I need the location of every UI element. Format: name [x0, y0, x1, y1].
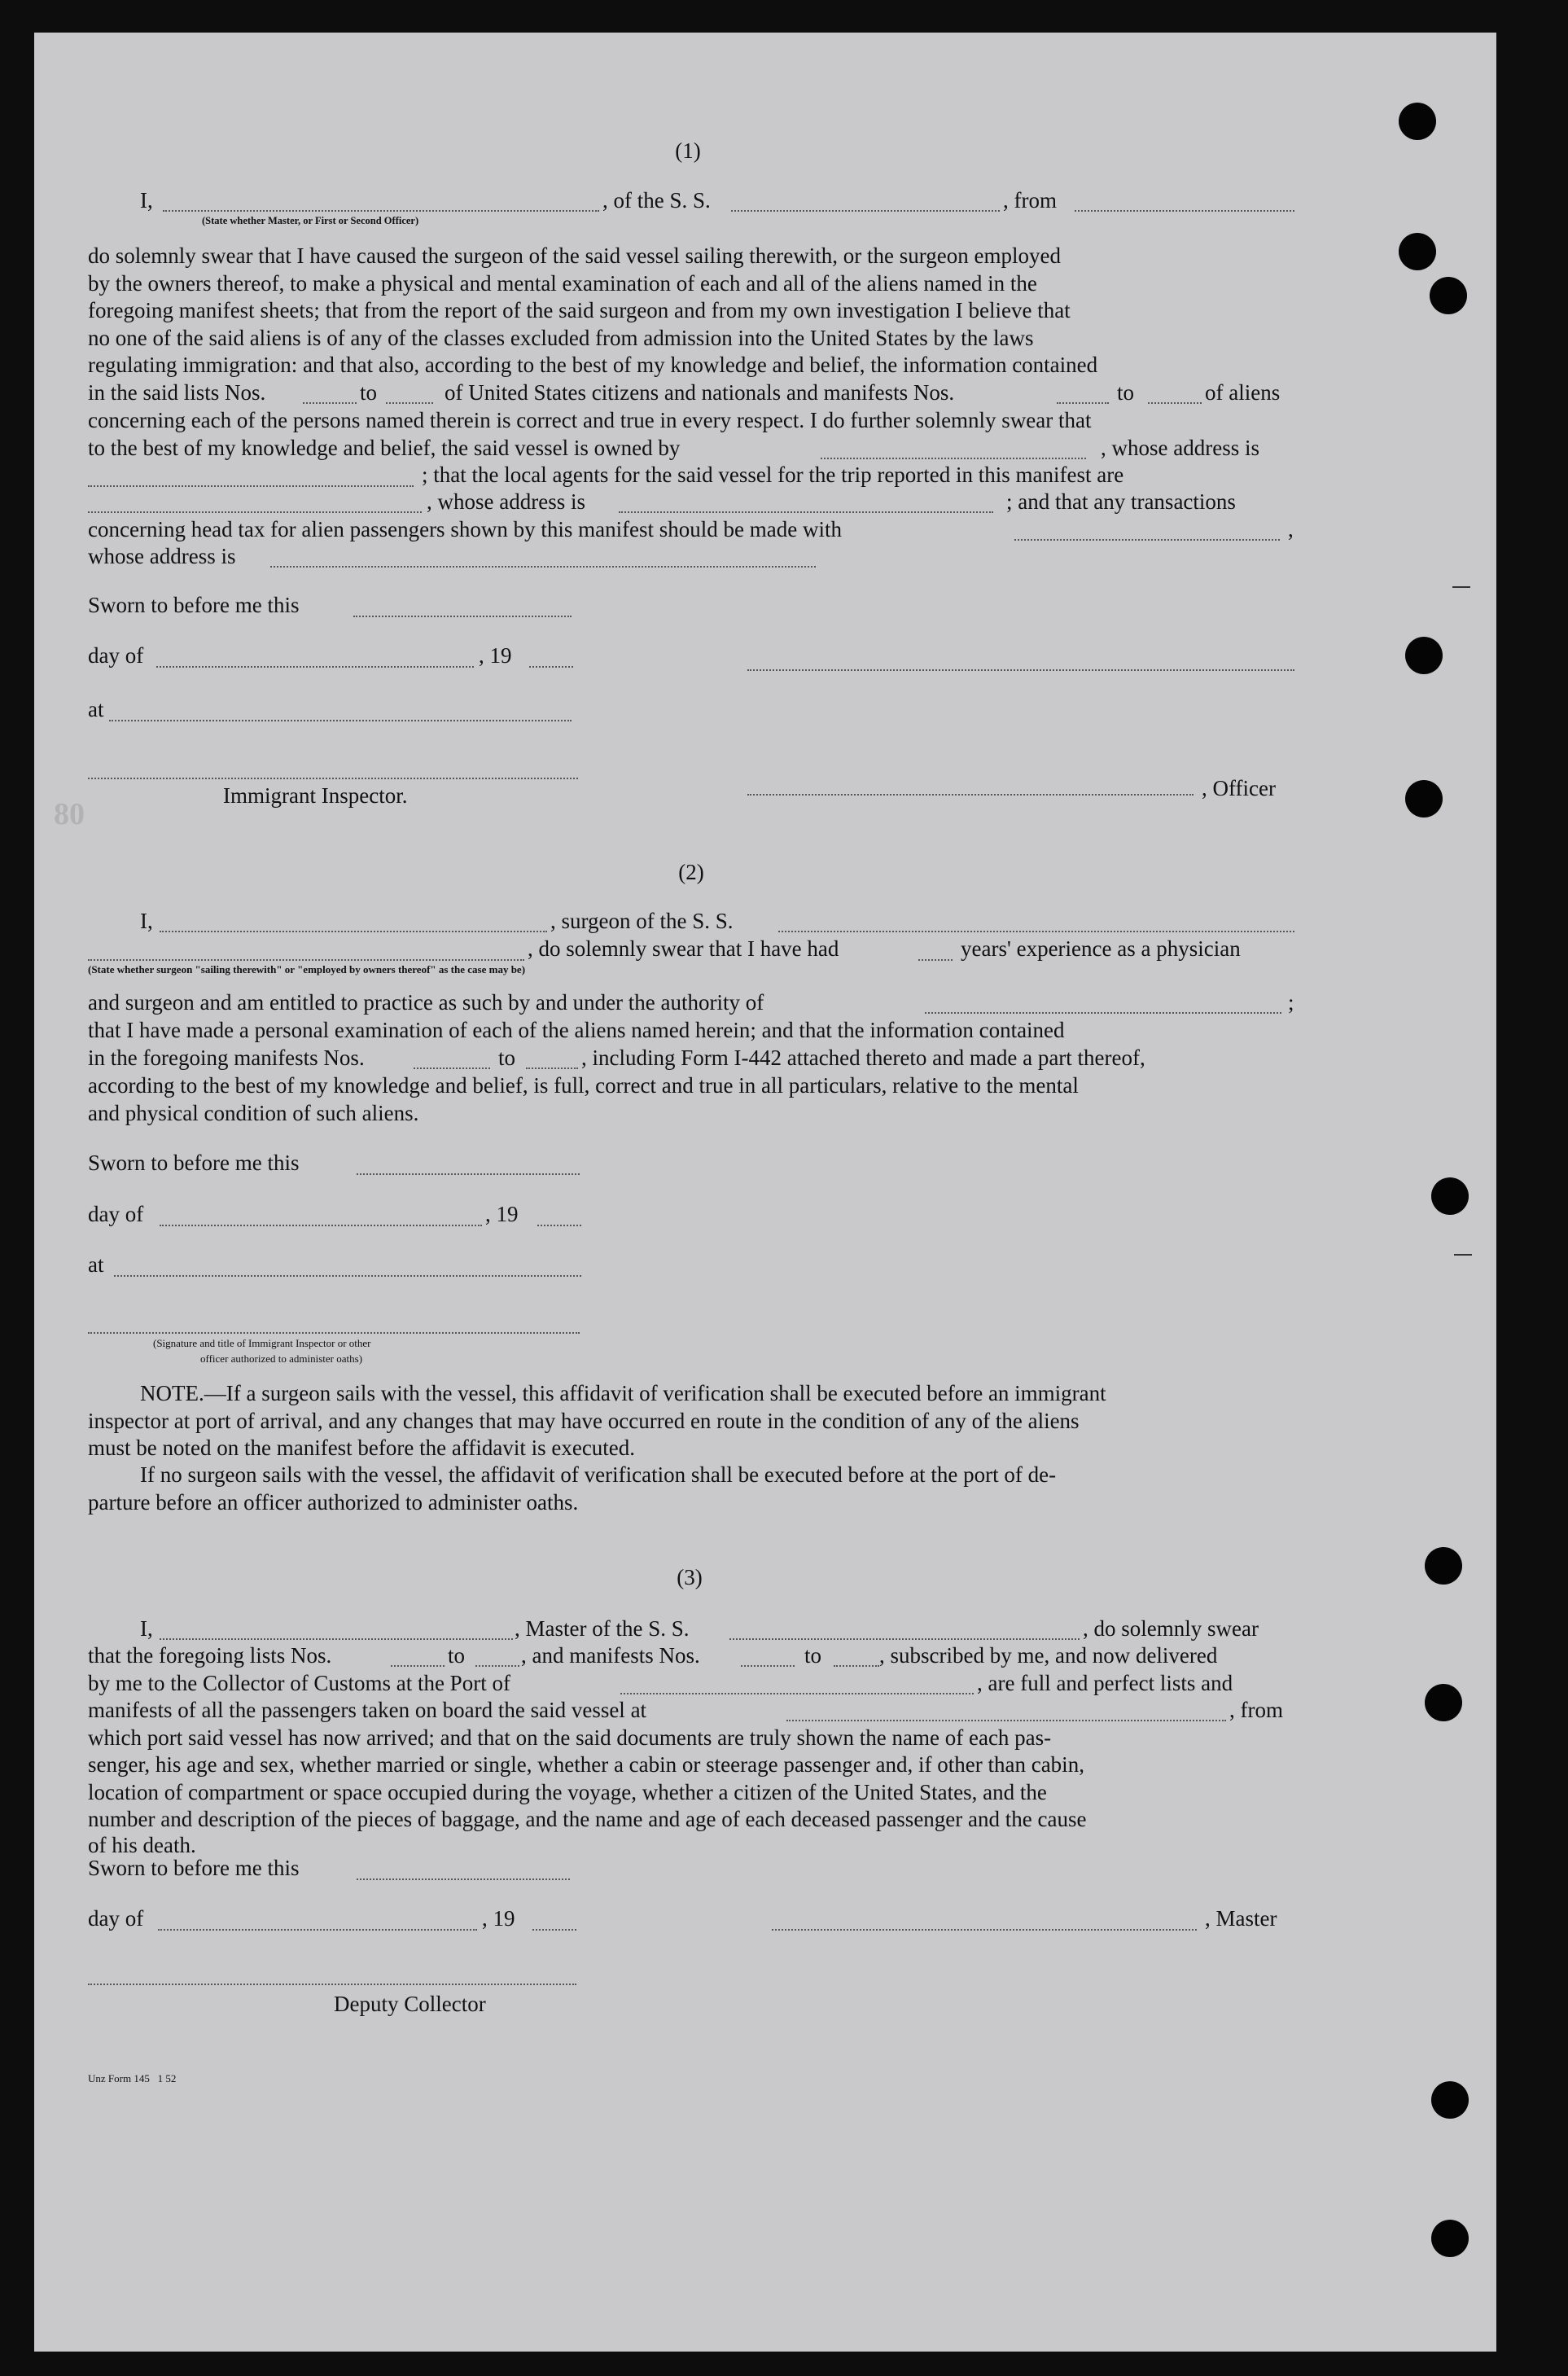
lists-to-field: [386, 402, 433, 404]
s3-lists-to: to: [448, 1643, 466, 1668]
s2-signature-field: [88, 1332, 580, 1334]
master-field: [163, 210, 599, 212]
s2-years-text: years' experience as a physician: [961, 936, 1241, 961]
s2-note-line: NOTE.—If a surgeon sails with the vessel, this affidavit of verification shall be executed before an immigrant: [140, 1381, 1106, 1405]
s2-manifests-to-field: [526, 1067, 578, 1069]
punch-hole: [1431, 2081, 1469, 2119]
s3-lists-text: , are full and perfect lists and: [977, 1671, 1233, 1695]
s1-inspector-signature-field: [88, 778, 578, 779]
punch-hole: [1430, 277, 1467, 314]
s1-text-line: no one of the said aliens is of any of the classes excluded from admission into the United States by the laws: [88, 326, 1034, 350]
s1-agents-text: ; that the local agents for the said vessel for the trip reported in this manifest are: [422, 462, 1124, 487]
s1-manifests-to: to: [1117, 380, 1135, 405]
s3-text-line: which port said vessel has now arrived; and that on the said documents are truly shown the name of each pas-: [88, 1725, 1052, 1750]
s1-sworn-field: [353, 616, 572, 617]
s3-text-line: location of compartment or space occupied during the voyage, whether a citizen of the United States, and the: [88, 1780, 1047, 1804]
s1-at-label: at: [88, 697, 104, 721]
s2-sworn-label: Sworn to before me this: [88, 1151, 300, 1175]
surgeon-status-field: [88, 959, 524, 961]
s1-officer-label: , Officer: [1202, 776, 1276, 800]
s1-line-1-ss: , of the S. S.: [602, 188, 711, 213]
s2-at-label: at: [88, 1252, 104, 1277]
s2-surgeon-note: (State whether surgeon "sailing therewith" or "employed by owners thereof" as the case may be): [88, 963, 526, 975]
s2-year-field: [537, 1225, 581, 1226]
s2-note-line: inspector at port of arrival, and any changes that may have occurred en route in the condition of any of the aliens: [88, 1409, 1080, 1433]
s1-text-line: foregoing manifest sheets; that from the report of the said surgeon and from my own investigation I believe that: [88, 298, 1071, 322]
s1-lists-to: to: [360, 380, 378, 405]
s1-day-field: [156, 666, 474, 668]
s2-note-line: must be noted on the manifest before the affidavit is executed.: [88, 1436, 636, 1460]
s3-collector-signature-field: [88, 1984, 576, 1985]
boarding-port-field: [786, 1720, 1226, 1721]
s2-text-line: and physical condition of such aliens.: [88, 1101, 419, 1125]
s1-master-note: (State whether Master, or First or Second Officer): [202, 215, 419, 226]
s3-lists-to-field: [475, 1665, 519, 1667]
s2-form-text: , including Form I-442 attached thereto and made a part thereof,: [581, 1046, 1145, 1070]
port-field: [620, 1693, 974, 1694]
owner-address-field: [88, 485, 414, 487]
s3-manifests-label: , and manifests Nos.: [521, 1643, 700, 1668]
s2-manifests-from-field: [414, 1067, 490, 1069]
manifests-from-field: [1057, 402, 1109, 404]
s1-text-line: do solemnly swear that I have caused the surgeon of the said vessel sailing therewith, or the surgeon employed: [88, 243, 1061, 268]
s1-transactions-text: ; and that any transactions: [1006, 489, 1236, 514]
s1-owner-address-label: , whose address is: [1101, 436, 1259, 460]
s2-note-line: parture before an officer authorized to administer oaths.: [88, 1490, 579, 1515]
s3-manifests-to: to: [804, 1643, 822, 1668]
s3-lists-from-field: [391, 1665, 445, 1667]
punch-hole: [1405, 637, 1443, 674]
s1-whose-address-label: whose address is: [88, 544, 236, 568]
s3-day-label: day of: [88, 1906, 144, 1931]
s2-surgeon-ss: , surgeon of the S. S.: [550, 909, 734, 933]
s1-text-line: concerning each of the persons named therein is correct and true in every respect. I do further solemnly swear that: [88, 408, 1092, 432]
s2-text-line: that I have made a personal examination of each of the aliens named herein; and that the information contained: [88, 1018, 1065, 1042]
s2-manifests-to: to: [498, 1046, 516, 1070]
s1-line-1-from: , from: [1003, 188, 1057, 213]
form-identifier: Unz Form 145 1 52: [88, 2072, 177, 2084]
s2-at-field: [114, 1275, 581, 1277]
section-1-number: (1): [675, 138, 701, 163]
authority-field: [925, 1012, 1281, 1014]
s3-manifests-from-field: [741, 1665, 795, 1667]
agent-address-field: [619, 511, 993, 513]
s1-agent-address-label: , whose address is: [427, 489, 585, 514]
s1-owned-by-label: to the best of my knowledge and belief, the said vessel is owned by: [88, 436, 681, 460]
s2-signature-note: (Signature and title of Immigrant Inspector or other: [153, 1337, 371, 1349]
section-2-number: (2): [678, 860, 704, 884]
from-port-field: [1075, 210, 1294, 212]
s3-from-text: , from: [1229, 1698, 1283, 1722]
head-tax-address-field: [270, 566, 816, 568]
s1-officer-field: [747, 794, 1194, 796]
punch-hole: [1431, 1177, 1469, 1215]
manifests-to-field: [1148, 402, 1202, 404]
s3-vessel-field: [729, 1638, 1080, 1640]
s1-year-field: [529, 666, 573, 668]
ghost-mark: 80: [54, 797, 85, 831]
s2-note-line: If no surgeon sails with the vessel, the affidavit of verification shall be executed before at the port of de-: [140, 1462, 1057, 1487]
s2-authority-text: and surgeon and am entitled to practice as such by and under the authority of: [88, 990, 764, 1015]
s1-aliens-text: of aliens: [1205, 380, 1281, 405]
s3-text-line: number and description of the pieces of baggage, and the name and age of each deceased passenger and the cause: [88, 1807, 1087, 1831]
s1-line-1-i: I,: [140, 188, 153, 213]
s3-lists-label: that the foregoing lists Nos.: [88, 1643, 332, 1668]
vessel-name-field: [731, 210, 1000, 212]
s3-text-line: senger, his age and sex, whether married or single, whether a cabin or steerage passenger and, if other than cabin,: [88, 1752, 1084, 1777]
s3-year-field: [532, 1929, 576, 1931]
s1-text-line: regulating immigration: and that also, according to the best of my knowledge and belief, the information contained: [88, 353, 1098, 377]
s1-day-label: day of: [88, 643, 144, 668]
head-tax-field: [1014, 539, 1280, 541]
s2-line-1-i: I,: [140, 909, 153, 933]
s1-year-label: , 19: [479, 643, 512, 668]
s3-collector-label: Deputy Collector: [334, 1992, 486, 2016]
edge-mark: [1454, 1254, 1472, 1256]
s1-sworn-label: Sworn to before me this: [88, 593, 300, 617]
s3-master-name-field: [160, 1638, 513, 1640]
s3-year-label: , 19: [482, 1906, 515, 1931]
section-3-number: (3): [677, 1565, 703, 1589]
edge-mark: [1452, 586, 1470, 588]
s3-day-field: [158, 1929, 477, 1931]
s2-swear-text: , do solemnly swear that I have had: [528, 936, 839, 961]
agents-field: [88, 511, 422, 513]
s3-collector-text: by me to the Collector of Customs at the Port of: [88, 1671, 510, 1695]
s3-master-label: , Master: [1205, 1906, 1277, 1931]
s3-boarded-text: manifests of all the passengers taken on board the said vessel at: [88, 1698, 647, 1722]
s1-at-field: [109, 720, 572, 721]
s2-sworn-field: [357, 1173, 580, 1175]
s2-year-label: , 19: [485, 1202, 519, 1226]
s2-text-line: according to the best of my knowledge and belief, is full, correct and true in all particulars, relative to the mental: [88, 1073, 1079, 1098]
s3-master-signature-field: [772, 1929, 1197, 1931]
s3-swear-text: , do solemnly swear: [1083, 1616, 1259, 1641]
s1-text-line: by the owners thereof, to make a physical and mental examination of each and all of the aliens named in the: [88, 271, 1037, 296]
s2-day-field: [160, 1225, 482, 1226]
s1-inspector-label: Immigrant Inspector.: [223, 783, 408, 808]
owner-field: [821, 458, 1086, 459]
punch-hole: [1425, 1547, 1462, 1585]
punch-hole: [1405, 780, 1443, 818]
s1-head-tax-comma: ,: [1288, 517, 1294, 541]
s1-lists-label: in the said lists Nos.: [88, 380, 266, 405]
s3-subscribed-text: , subscribed by me, and now delivered: [879, 1643, 1218, 1668]
s3-sworn-field: [357, 1878, 570, 1880]
s2-authority-semicolon: ;: [1288, 990, 1294, 1015]
s3-master-ss: , Master of the S. S.: [515, 1616, 690, 1641]
s1-citizens-text: of United States citizens and nationals and manifests Nos.: [445, 380, 955, 405]
s3-sworn-label: Sworn to before me this: [88, 1856, 300, 1880]
s2-day-label: day of: [88, 1202, 144, 1226]
s3-manifests-to-field: [834, 1665, 879, 1667]
punch-hole: [1425, 1684, 1462, 1721]
punch-hole: [1399, 233, 1436, 270]
punch-hole: [1431, 2220, 1469, 2257]
s1-head-tax-text: concerning head tax for alien passengers shown by this manifest should be made with: [88, 517, 843, 541]
s2-vessel-field: [778, 931, 1294, 932]
s2-signature-note: officer authorized to administer oaths): [200, 1352, 363, 1365]
s3-text-line: of his death.: [88, 1833, 196, 1857]
lists-from-field: [303, 402, 357, 404]
s3-line-1-i: I,: [140, 1616, 153, 1641]
surgeon-name-field: [160, 931, 547, 932]
s2-manifests-label: in the foregoing manifests Nos.: [88, 1046, 365, 1070]
s1-signature-field: [747, 669, 1294, 671]
punch-hole: [1399, 103, 1436, 140]
years-experience-field: [918, 959, 953, 961]
